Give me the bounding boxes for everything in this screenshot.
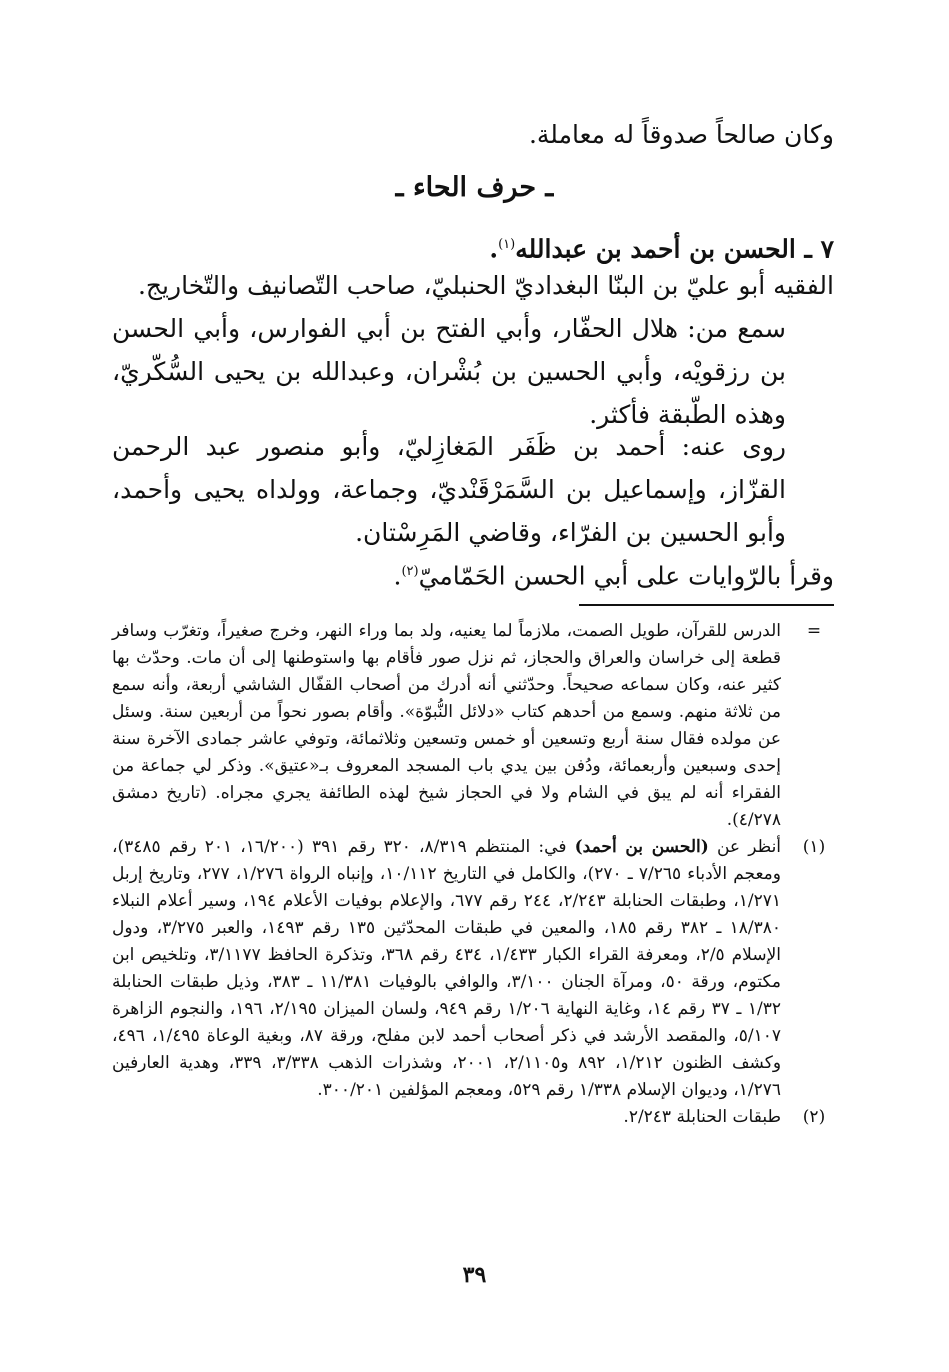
entry-paragraph-3: روى عنه: أحمد بن ظَفَر المَغازِليّ، وأبو منصور عبد الرحمن القزّاز، وإسماعيل بن السَّمَرْقَنْديّ، وجماعة، وولداه يحيى وأحمد، وأبو الحسين بن الفرّاء، وقاضي المَرِسْتان.: [112, 432, 786, 547]
footnote-1-text: في: المنتظم ٨/٣١٩، ٣٢٠ رقم ٣٩١ (١٦/٢٠٠، ٢٠١ رقم ٣٤٨٥)، ومعجم الأدباء ٧/٢٦٥ ـ ٢٧٠)، والكامل في التاريخ ١٠/١١٢، وإنباه الرواة ١/٢٧٦، ٢٧٧، وتاريخ إربل ١/٢٧١، وطبقات الحنابلة ٢/٢٤٣، ٢٤٤ رقم ٦٧٧، والإعلام بوفيات الأعلام ١٩٤، وسير أعلام النبلاء ١٨/٣٨٠ ـ ٣٨٢ رقم ١٨٥، والمعين في طبقات المحدّثين ١٣٥ رقم ١٤٩٣، والعبر ٣/٢٧٥، ودول الإسلام ٢/٥، ومعرفة القراء الكبار ١/٤٣٣، ٤٣٤ رقم ٣٦٨، وتذكرة الحافظ ٣/١١٧٧، وتلخيص ابن مكتوم، ورقة ٥٠، ومرآة الجنان ٣/١٠٠، والوافي بالوفيات ١١/٣٨١ ـ ٣٨٣، وذيل طبقات الحنابلة ١/٣٢ ـ ٣٧ رقم ١٤، وغاية النهاية ١/٢٠٦ رقم ٩٤٩، ولسان الميزان ٢/١٩٥، ١٩٦، والنجوم الزاهرة ٥/١٠٧، والمقصد الأرشد في ذكر أصحاب أحمد لابن مفلح، ورقة ٨٧، وبغية الوعاة ١/٤٩٥، ٤٩٦، وكشف الظنون ١/٢١٢، ٨٩٢ و٢/١١٠٥، ٢٠٠١، وشذرات الذهب ٣/٣٣٨، ٣٣٩، وهدية العارفين ١/٢٧٦، وديوان الإسلام ١/٣٣٨ رقم ٥٢٩، ومعجم المؤلفين ٣٠٠/٢٠١.: [112, 837, 782, 1100]
entry-paragraph-2: سمع من: هلال الحفّار، وأبي الفتح بن أبي الفوارس، وأبي الحسن بن رزقويْه، وأبي الحسين بن بُشْران، وعبدالله بن يحيى السُّكّريّ، وهذه الطّبقة فأكثر.: [112, 314, 786, 429]
entry-paragraph-1: الفقيه أبو عليّ بن البنّا البغداديّ الحنبليّ، صاحب التّصانيف والتّخاريج.: [137, 271, 834, 300]
footnote-continuation-text: الدرس للقرآن، طويل الصمت، ملازماً لما يعنيه، ولد بما وراء النهر، وخرج صغيراً، وتغرّب وسافر قطعة إلى خراسان والعراق والحجاز، ثم نزل صور فأقام بها واستوطنها إلى أن مات. وحدّث بها كثير عنه، وكان سماعه صحيحاً. وحدّثني أنه أدرك من أصحاب القفّال الشاشي أربعة، وأنه سمع من ثلاثة منهم. وسمع من أحدهم كتاب «دلائل النُّبوّة». وأقام بصور نحواً من أربعين سنة. وسئل عن مولده فقال سنة أربع وتسعين أو خمس وتسعين وثلاثمائة، وتوفي عاشر جمادى الآخرة سنة إحدى وسبعين وأربعمائة، ودُفن بين يدي باب المسجد المعروف بـ«عتيق». وذكر لي جماعة من الفقراء أنه لم يبق في الشام ولا في الحجاز شيخ لهذه الطائفة يجري مجراه. (تاريخ دمشق ٤/٢٧٨).: [112, 621, 781, 830]
footnote-2: [112, 1104, 834, 1131]
footnotes-section: [112, 618, 834, 1131]
footnote-1-lead: أنظر عن: [716, 837, 782, 857]
entry-last-line-text: وقرأ بالرّوايات على أبي الحسن الحَمّاميّ: [418, 561, 834, 591]
opening-line: وكان صالحاً صدوقاً له معاملة.: [528, 120, 834, 149]
footnote-1-marker: (١): [802, 837, 826, 857]
footnote-2-text: طبقات الحنابلة ٢/٢٤٣.: [623, 1107, 781, 1127]
footnote-ref-1: (١): [498, 237, 516, 252]
footnote-1: [112, 834, 834, 1104]
page-number: ٣٩: [462, 1262, 487, 1288]
footnote-divider: [579, 604, 834, 606]
footnote-1-subject: (الحسن بن أحمد): [574, 837, 709, 857]
footnote-2-marker: (٢): [802, 1107, 826, 1127]
section-heading: ـ حرف الحاء ـ: [395, 172, 554, 203]
footnote-continuation: [112, 618, 834, 834]
entry-title: ٧ ـ الحسن بن أحمد بن عبدالله$^{(١)}$.: [489, 234, 834, 264]
entry-title-text: ٧ ـ الحسن بن أحمد بن عبدالله: [515, 234, 834, 264]
footnote-continuation-marker: =: [806, 621, 822, 641]
entry-last-line: وقرأ بالرّوايات على أبي الحسن الحَمّاميّ$^{(٢)}$.: [393, 561, 834, 591]
footnote-ref-2: (٢): [401, 564, 419, 579]
